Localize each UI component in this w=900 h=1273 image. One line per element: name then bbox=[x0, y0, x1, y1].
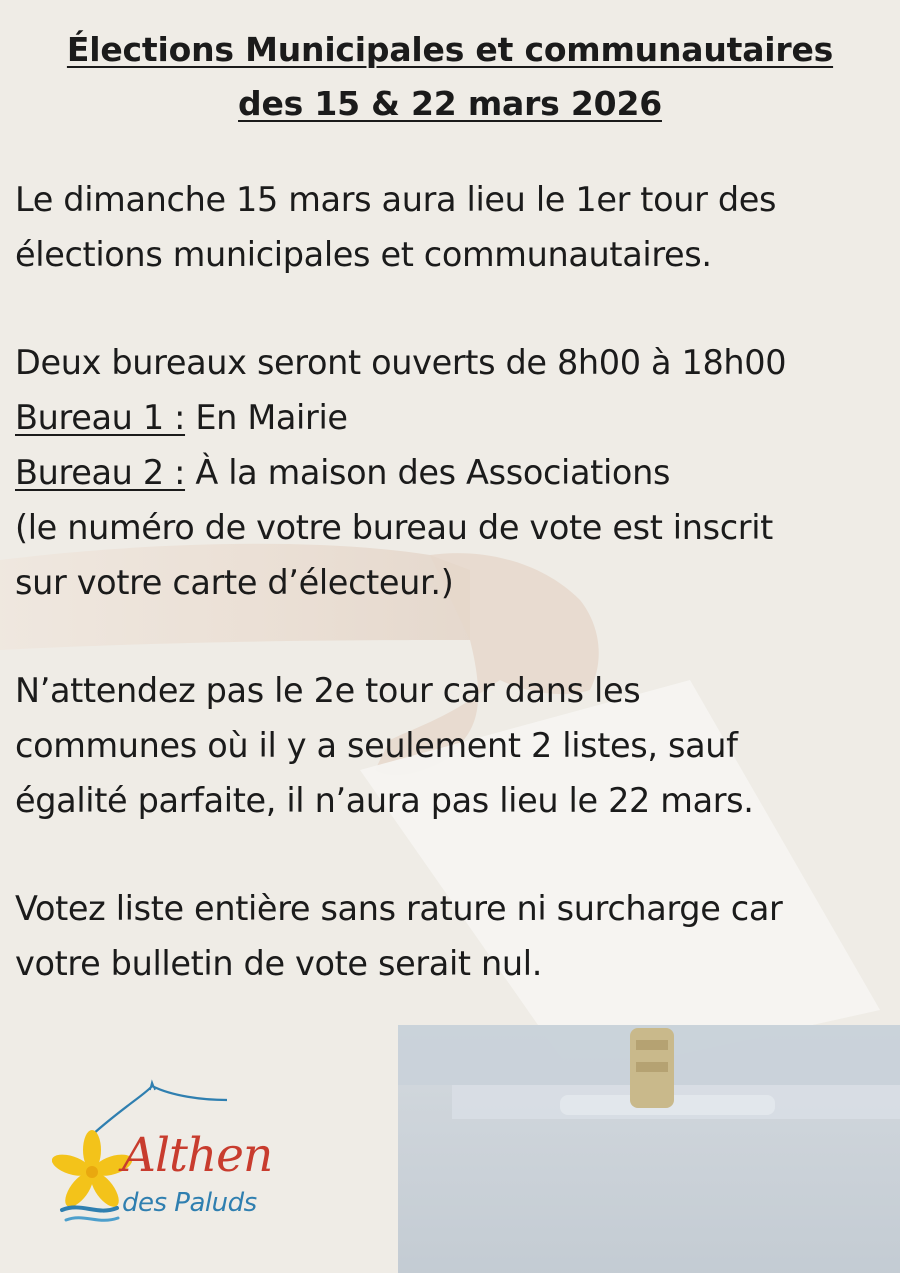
document-title-line2: des 15 & 22 mars 2026 bbox=[238, 84, 662, 123]
logo-subtitle: des Paluds bbox=[122, 1188, 257, 1218]
bureau-2-place: À la maison des Associations bbox=[185, 453, 671, 492]
bureau-1-row bbox=[15, 390, 895, 445]
town-logo bbox=[52, 1078, 282, 1228]
document-title-line1: Élections Municipales et communautaires bbox=[66, 30, 834, 69]
logo-name: Althen bbox=[122, 1128, 273, 1183]
second-round-line: N’attendez pas le 2e tour car dans les bbox=[15, 671, 641, 710]
bureau-note-line: (le numéro de votre bureau de vote est inscrit bbox=[15, 508, 773, 547]
second-round-line: communes où il y a seulement 2 listes, sauf bbox=[15, 726, 738, 765]
water-wave-icon bbox=[62, 1207, 117, 1210]
bureau-1-label: Bureau 1 : bbox=[15, 398, 186, 437]
intro-paragraph bbox=[15, 172, 895, 282]
second-round-line: égalité parfaite, il n’aura pas lieu le 22 mars. bbox=[15, 781, 754, 820]
advice-line: Votez liste entière sans rature ni surcharge car bbox=[15, 889, 783, 928]
bureau-note-line: sur votre carte d’électeur.) bbox=[15, 563, 454, 602]
advice-paragraph bbox=[15, 881, 895, 991]
second-round-paragraph bbox=[15, 663, 895, 828]
intro-line: élections municipales et communautaires. bbox=[15, 235, 712, 274]
advice-line: votre bulletin de vote serait nul. bbox=[15, 944, 543, 983]
bureau-1-place: En Mairie bbox=[185, 398, 348, 437]
intro-line: Le dimanche 15 mars aura lieu le 1er tour des bbox=[15, 180, 777, 219]
bureaus-paragraph bbox=[15, 335, 895, 610]
opening-hours: Deux bureaux seront ouverts de 8h00 à 18h00 bbox=[15, 343, 787, 382]
bureau-2-label: Bureau 2 : bbox=[15, 453, 186, 492]
bureau-2-row bbox=[15, 445, 895, 500]
